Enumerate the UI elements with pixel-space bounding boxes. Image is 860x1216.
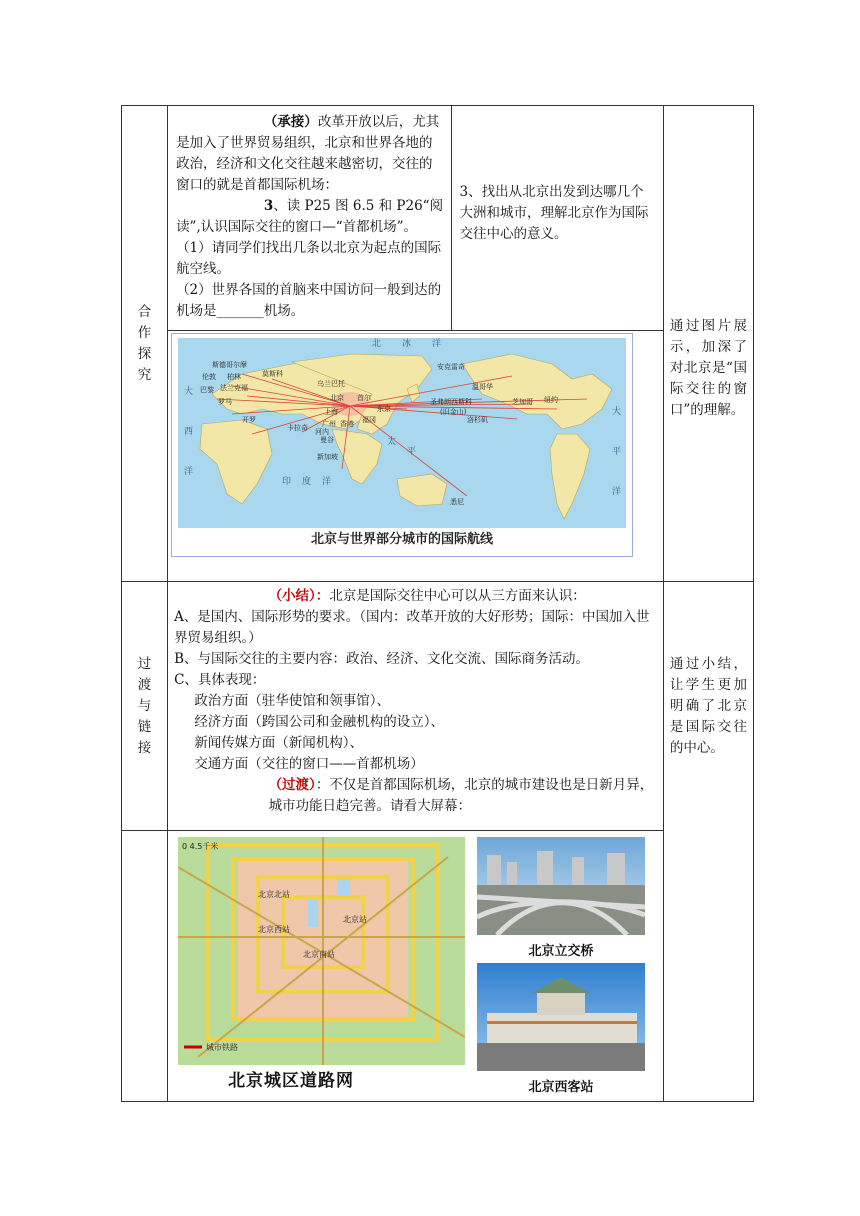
svg-text:福冈: 福冈 — [362, 416, 377, 424]
svg-text:纽约: 纽约 — [544, 396, 559, 404]
svg-text:乌兰巴托: 乌兰巴托 — [317, 380, 346, 388]
svg-text:法兰克福: 法兰克福 — [220, 384, 249, 392]
svg-text:冰: 冰 — [402, 339, 412, 349]
world-map-graphic — [172, 334, 632, 556]
map-cell — [168, 331, 664, 582]
svg-text:安克雷奇: 安克雷奇 — [437, 363, 466, 371]
map-title: 北京与世界部分城市的国际航线 — [311, 532, 494, 547]
svg-text:新加坡: 新加坡 — [317, 453, 339, 461]
svg-text:北京西站: 北京西站 — [258, 925, 291, 934]
svg-text:平: 平 — [612, 447, 622, 457]
svg-text:首尔: 首尔 — [357, 394, 372, 402]
row-transition-link — [122, 582, 754, 831]
svg-text:柏林: 柏林 — [227, 373, 242, 381]
west-station-photo — [477, 963, 645, 1071]
svg-text:广州: 广州 — [322, 420, 337, 428]
svg-text:温哥华: 温哥华 — [472, 383, 494, 391]
section-label-inquiry: 合 作 探 究 — [122, 106, 168, 582]
svg-text:大: 大 — [612, 407, 622, 417]
svg-text:印: 印 — [282, 477, 292, 487]
svg-text:洋: 洋 — [612, 487, 622, 497]
summary-point-c: C、具体表现： — [174, 672, 266, 688]
images-cell — [168, 831, 664, 1102]
svg-text:芝加哥: 芝加哥 — [512, 398, 534, 406]
svg-text:北京: 北京 — [330, 394, 345, 402]
row-cooperative-inquiry — [122, 106, 754, 331]
summary-heading: （小结）：北京是国际交往中心可以从三方面来认识： — [268, 588, 586, 604]
summary-cell — [168, 582, 664, 831]
svg-text:斯德哥尔摩: 斯德哥尔摩 — [212, 361, 248, 369]
section-label-transition: 过 渡 与 链 接 — [122, 582, 168, 831]
world-routes-map — [171, 333, 633, 557]
design-intent-cell-2: 通过小结，让学生更加明确了北京是国际交往的中心。 — [663, 582, 753, 1102]
lesson-plan-table — [121, 105, 754, 1102]
svg-text:罗马: 罗马 — [218, 398, 233, 406]
svg-text:北京北站: 北京北站 — [258, 890, 291, 899]
question-1: （1）请同学们找出几条以北京为起点的国际航空线。 — [176, 240, 442, 277]
svg-text:0 4.5千米: 0 4.5千米 — [182, 842, 219, 851]
row-images — [122, 831, 754, 1102]
beijing-road-map — [178, 837, 465, 1065]
svg-text:北京南站: 北京南站 — [303, 950, 336, 959]
road-map-title: 北京城区道路网 — [228, 1071, 355, 1091]
svg-text:开罗: 开罗 — [242, 416, 257, 424]
svg-text:圣弗朗西斯科: 圣弗朗西斯科 — [430, 398, 473, 406]
svg-text:北京站: 北京站 — [343, 915, 368, 924]
paragraph-connection: （承接）改革开放以后，尤其是加入了世界贸易组织，北京和世界各地的政治，经济和文化交往越来越密切，交往的窗口的就是首都国际机场： — [176, 114, 440, 193]
svg-text:河内: 河内 — [315, 428, 330, 436]
svg-text:洋: 洋 — [432, 339, 442, 349]
detail-item: 政治方面（驻华使馆和领事馆）、 — [194, 693, 391, 709]
transition-paragraph: （过渡）：不仅是首都国际机场，北京的城市建设也是日新月异，城市功能日趋完善。请看大屏幕： — [268, 777, 654, 814]
photo-caption-west-station: 北京西客站 — [528, 1080, 594, 1095]
svg-text:北: 北 — [372, 339, 382, 349]
svg-text:太: 太 — [387, 437, 397, 447]
svg-text:东京: 东京 — [377, 405, 392, 413]
svg-text:卡拉奇: 卡拉奇 — [287, 424, 309, 432]
summary-point-a: A、是国内、国际形势的要求。（国内：改革开放的大好形势；国际：中国加入世界贸易组织。） — [174, 609, 650, 646]
teacher-activity-cell — [168, 106, 451, 331]
svg-text:西: 西 — [184, 427, 194, 437]
svg-text:洛杉矶: 洛杉矶 — [467, 416, 489, 424]
detail-item: 交通方面（交往的窗口——首都机场） — [194, 756, 424, 772]
svg-text:伦敦: 伦敦 — [202, 373, 217, 381]
svg-text:上海: 上海 — [324, 408, 339, 416]
svg-text:曼谷: 曼谷 — [320, 436, 335, 444]
summary-point-b: B、与国际交往的主要内容：政治、经济、文化交流、国际商务活动。 — [174, 651, 589, 667]
paragraph-task3: 3、读 P25 图 6.5 和 P26“阅读”,认识国际交往的窗口—“首都机场”。 — [176, 198, 444, 235]
detail-item: 经济方面（跨国公司和金融机构的设立）、 — [194, 714, 445, 730]
svg-text:洋: 洋 — [184, 467, 194, 477]
svg-text:大: 大 — [184, 387, 194, 397]
empty-label-cell — [122, 831, 168, 1102]
design-intent-cell-1: 通过图片展示，加深了对北京是“国际交往的窗口”的理解。 — [663, 106, 753, 582]
svg-text:城市铁路: 城市铁路 — [206, 1043, 239, 1052]
svg-text:度: 度 — [302, 477, 312, 487]
interchange-photo — [477, 837, 645, 935]
svg-text:巴黎: 巴黎 — [200, 386, 215, 394]
student-activity-cell: 3、找出从北京出发到达哪几个大洲和城市，理解北京作为国际交往中心的意义。 — [451, 106, 663, 331]
svg-text:香港: 香港 — [340, 420, 355, 428]
svg-text:莫斯科: 莫斯科 — [262, 370, 284, 378]
photo-caption-interchange: 北京立交桥 — [528, 944, 594, 959]
question-2: （2）世界各国的首脑来中国访问一般到达的机场是_______机场。 — [176, 282, 442, 319]
svg-text:平: 平 — [407, 447, 417, 457]
detail-item: 新闻传媒方面（新闻机构）、 — [194, 735, 364, 751]
svg-text:洋: 洋 — [322, 477, 332, 487]
svg-text:(旧金山): (旧金山) — [440, 408, 467, 416]
row-map — [122, 331, 754, 582]
svg-text:悉尼: 悉尼 — [450, 498, 465, 506]
